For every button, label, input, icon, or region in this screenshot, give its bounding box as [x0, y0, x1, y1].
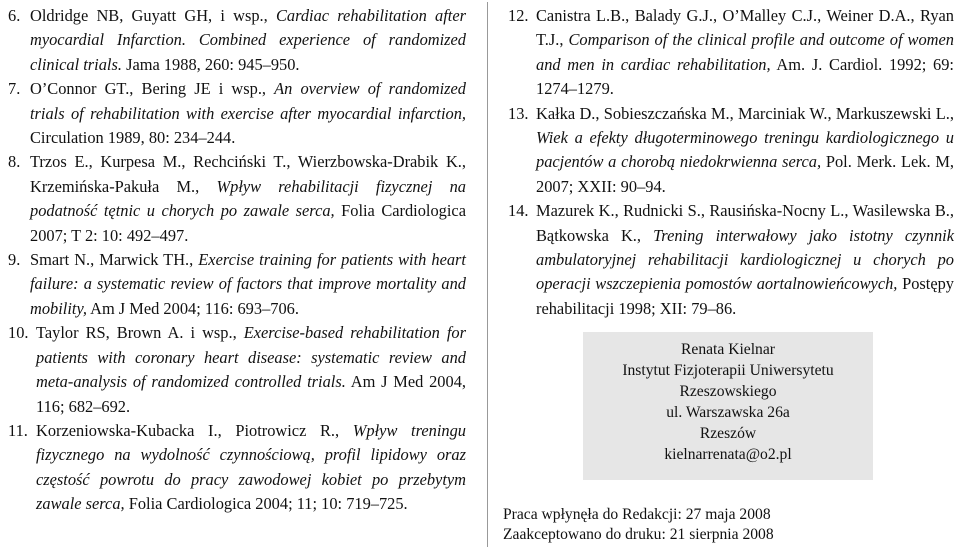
reference-source: Jama 1988, 260: 945–950.: [126, 54, 300, 74]
reference-title: Cardiac rehabilitation after myocardial Infarction. Combined experience of randomized clinical trials.: [30, 6, 466, 74]
reference-authors: Mazurek K., Rudnicki S., Rausińska-Nocny L., Wasilewska B., Bątkowska K.,: [536, 201, 954, 245]
reference-authors: Smart N., Marwick TH.,: [30, 250, 194, 270]
reference-7: [8, 77, 466, 150]
submission-dates: [503, 505, 774, 545]
reference-number: 11.: [8, 420, 28, 440]
reference-source: Am. J. Cardiol. 1992; 69: 1274–1279.: [536, 54, 954, 99]
author-city: Rzeszów: [699, 425, 757, 442]
reference-title: Comparison of the clinical profile and outcome of women and men in cardiac rehabilitation,: [536, 30, 954, 74]
reference-source: Am J Med 2004, 116; 682–692.: [36, 372, 466, 416]
author-institute: Instytut Fizjoterapii Uniwersytetu: [622, 362, 834, 379]
reference-number: 7.: [8, 79, 21, 99]
reference-12: [508, 4, 954, 102]
reference-authors: Kałka D., Sobieszczańska M., Marciniak W., Markuszewski L.,: [536, 103, 954, 123]
reference-title: An overview of randomized trials of rehabilitation with exercise after myocardial infarction,: [30, 79, 466, 123]
reference-authors: Oldridge NB, Guyatt GH, i wsp.,: [30, 6, 268, 25]
reference-authors: Canistra L.B., Balady G.J., O’Malley C.J., Weiner D.A., Ryan T.J.,: [536, 6, 954, 50]
author-street: ul. Warszawska 26a: [666, 404, 790, 421]
reference-6: [8, 4, 466, 77]
reference-source: Folia Cardiologica 2007; T 2: 10: 492–497.: [30, 201, 466, 245]
reference-13: [508, 102, 954, 200]
author-name: Renata Kielnar: [681, 341, 775, 358]
accepted-date: Zaakceptowano do druku: 21 sierpnia 2008: [503, 526, 774, 543]
reference-authors: Korzeniowska-Kubacka I., Piotrowicz R.,: [36, 420, 340, 440]
reference-title: Wpływ rehabilitacji fizycznej na podatność tętnic u chorych po zawale serca,: [30, 176, 466, 221]
reference-number: 10.: [8, 323, 29, 343]
reference-9: [8, 248, 466, 321]
reference-number: 9.: [8, 250, 21, 270]
author-university: Rzeszowskiego: [679, 383, 777, 400]
reference-authors: Taylor RS, Brown A. i wsp.,: [36, 323, 237, 343]
reference-title: Exercise-based rehabilitation for patients with coronary heart disease: systematic review and meta-analysis of randomized controlled trials.: [36, 323, 466, 392]
reference-number: 12.: [508, 6, 529, 25]
reference-11: [8, 419, 466, 517]
reference-source: Am J Med 2004; 116: 693–706.: [90, 298, 299, 318]
reference-authors: O’Connor GT., Bering JE i wsp.,: [30, 79, 267, 99]
reference-title: Wpływ treningu fizycznego na wydolność czynnościową, profil lipidowy oraz częstość powrotu do pracy zawodowej kobiet po przebytym zawale serca,: [36, 420, 466, 514]
reference-14: [508, 199, 954, 321]
reference-number: 14.: [508, 201, 529, 221]
reference-title: Exercise training for patients with heart failure: a systematic review of factors that improve mortality and mobility,: [30, 250, 466, 318]
reference-source: Folia Cardiologica 2004; 11; 10: 719–725.: [128, 494, 408, 514]
reference-10: [8, 321, 466, 419]
reference-source: Pol. Merk. Lek. M, 2007; XXII: 90–94.: [536, 152, 955, 196]
reference-number: 13.: [508, 103, 529, 123]
reference-source: Circulation 1989, 80: 234–244.: [30, 128, 236, 148]
reference-number: 8.: [8, 152, 21, 172]
reference-title: Wiek a efekty długoterminowego treningu kardiologicznego u pacjentów a chorobą niedokrwienna serca,: [536, 128, 954, 172]
right-column: [508, 4, 954, 321]
reference-8: [8, 150, 466, 248]
reference-number: 6.: [8, 6, 21, 25]
reference-title: Trening interwałowy jako istotny czynnik ambulatoryjnej rehabilitacji kardiologicznej u chorych po operacji wszczepienia pomostów aortalnowieńcowych,: [536, 225, 955, 294]
author-email: kielnarrenata@o2.pl: [664, 446, 792, 463]
column-divider: [487, 2, 488, 547]
author-contact-box: [583, 332, 873, 480]
reference-source: Postępy rehabilitacji 1998; XII: 79–86.: [536, 274, 954, 318]
reference-authors: Trzos E., Kurpesa M., Rechciński T., Wierzbowska-Drabik K., Krzemińska-Pakuła M.,: [30, 152, 466, 196]
received-date: Praca wpłynęła do Redakcji: 27 maja 2008: [503, 506, 771, 523]
left-column: [8, 4, 466, 517]
